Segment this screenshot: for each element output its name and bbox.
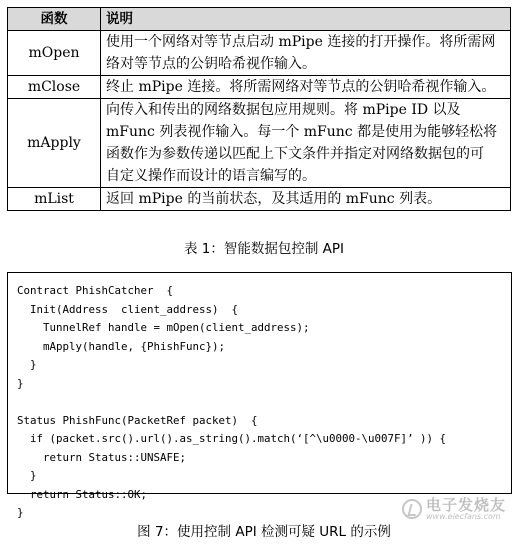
header-function: 函数 xyxy=(8,8,101,31)
table-row xyxy=(8,76,511,99)
function-description xyxy=(101,99,511,188)
table-row xyxy=(8,188,511,211)
table-caption: 表 1：智能数据包控制 API xyxy=(183,241,345,257)
function-description xyxy=(101,31,511,76)
desc-line: mFunc 列表视作输入。每一个 mFunc 都是使用为能够轻松将 xyxy=(106,124,498,140)
table-row xyxy=(8,31,511,76)
desc-line: 函数作为参数传递以匹配上下文条件并指定对网络数据包的可 xyxy=(106,146,484,162)
code-line: } xyxy=(17,358,37,371)
code-line: mApply(handle, {PhishFunc}); xyxy=(17,339,226,353)
desc-line: 自定义操作而设计的语言编写的。 xyxy=(106,168,316,184)
watermark xyxy=(402,496,522,522)
code-line: } xyxy=(17,376,24,390)
watermark-url: www.elecfans.com xyxy=(426,511,501,521)
code-line: } xyxy=(17,469,37,482)
function-name: mClose xyxy=(8,76,101,99)
figure-caption: 图 7：使用控制 API 检测可疑 URL 的示例 xyxy=(137,524,391,540)
api-table xyxy=(7,7,511,211)
function-description xyxy=(101,76,511,99)
desc-line: 络对等节点的公钥哈希视作输入。 xyxy=(106,56,316,72)
code-line: return Status::UNSAFE; xyxy=(17,450,187,464)
function-name: mList xyxy=(8,188,101,211)
code-line: return Status::OK; xyxy=(17,487,148,501)
code-line: TunnelRef handle = mOpen(client_address); xyxy=(17,321,310,334)
header-description: 说明 xyxy=(101,8,511,31)
code-text xyxy=(8,273,511,523)
function-description xyxy=(101,188,511,211)
code-line: if (packet.src().url().as_string().match(‘[^\u0000-\u007F]’ )) { xyxy=(17,432,447,445)
table-header-row xyxy=(8,8,511,31)
code-line: Init(Address client_address) { xyxy=(17,302,239,316)
code-line: } xyxy=(17,506,24,519)
desc-line: 向传入和传出的网络数据包应用规则。将 mPipe ID 以及 xyxy=(106,102,461,118)
desc-line: 终止 mPipe 连接。将所需网络对等节点的公钥哈希视作输入。 xyxy=(106,79,496,95)
desc-line: 使用一个网络对等节点启动 mPipe 连接的打开操作。将所需网 xyxy=(106,34,496,50)
code-line: Status PhishFunc(PacketRef packet) { xyxy=(17,413,258,427)
table-row xyxy=(8,99,511,188)
function-name: mApply xyxy=(8,99,101,188)
desc-line: 返回 mPipe 的当前状态，及其适用的 mFunc 列表。 xyxy=(106,191,442,207)
watermark-name: 电子发烧友 xyxy=(426,495,507,514)
function-name: mOpen xyxy=(8,31,101,76)
code-line: Contract PhishCatcher { xyxy=(17,284,174,297)
watermark-logo-icon xyxy=(402,499,422,519)
